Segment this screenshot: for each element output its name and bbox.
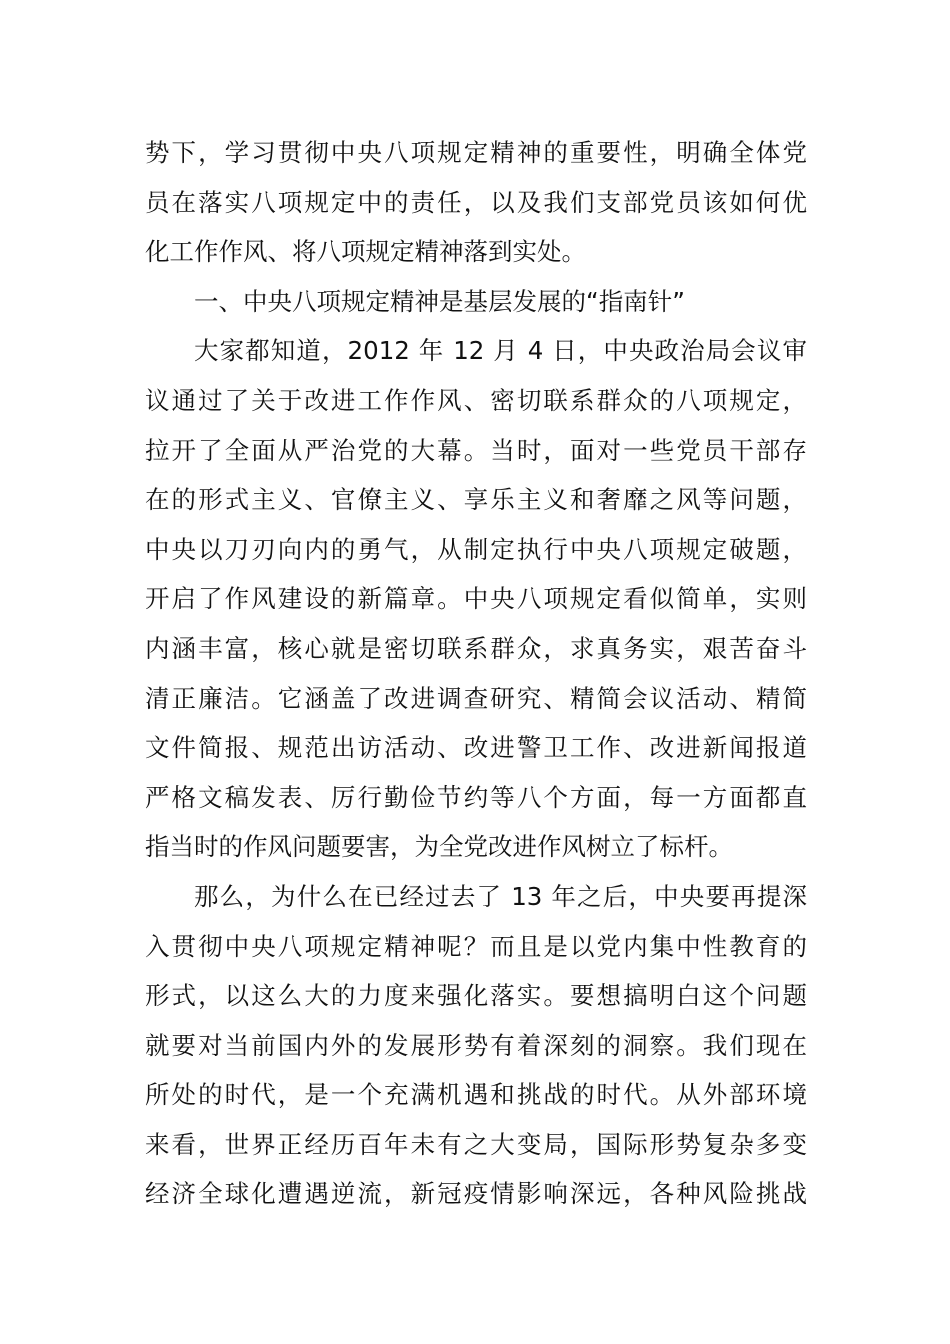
body-text-line: 员在落实八项规定中的责任，以及我们支部党员该如何优 (145, 187, 807, 217)
body-text-line: 经济全球化遭遇逆流，新冠疫情影响深远，各种风险挑战 (145, 1179, 807, 1209)
body-text-line: 就要对当前国内外的发展形势有着深刻的洞察。我们现在 (145, 1030, 807, 1060)
body-text-line: 形式，以这么大的力度来强化落实。要想搞明白这个问题 (145, 981, 807, 1011)
body-text-line: 中央以刀刃向内的勇气，从制定执行中央八项规定破题， (145, 534, 807, 564)
body-text-line: 议通过了关于改进工作作风、密切联系群众的八项规定， (145, 385, 807, 415)
body-text-line: 化工作作风、将八项规定精神落到实处。 (145, 237, 586, 267)
body-text-line: 指当时的作风问题要害，为全党改进作风树立了标杆。 (145, 832, 733, 862)
document-body (145, 128, 807, 1219)
body-text-line: 在的形式主义、官僚主义、享乐主义和奢靡之风等问题， (145, 485, 807, 515)
body-text-line: 拉开了全面从严治党的大幕。当时，面对一些党员干部存 (145, 435, 807, 465)
body-text-line: 文件简报、规范出访活动、改进警卫工作、改进新闻报道 (145, 733, 807, 763)
section-heading: 一、中央八项规定精神是基层发展的“指南针” (194, 286, 685, 316)
body-text-line: 内涵丰富，核心就是密切联系群众，求真务实，艰苦奋斗 (145, 633, 807, 663)
body-text-line: 那么，为什么在已经过去了 13 年之后，中央要再提深 (194, 881, 807, 911)
body-text-line: 严格文稿发表、厉行勤俭节约等八个方面，每一方面都直 (145, 782, 807, 812)
body-text-line: 大家都知道，2012 年 12 月 4 日，中央政治局会议审 (194, 336, 807, 366)
body-text-line: 清正廉洁。它涵盖了改进调查研究、精简会议活动、精简 (145, 683, 807, 713)
body-text-line: 开启了作风建设的新篇章。中央八项规定看似简单，实则 (145, 584, 807, 614)
body-text-line: 入贯彻中央八项规定精神呢？而且是以党内集中性教育的 (145, 931, 807, 961)
body-text-line: 势下，学习贯彻中央八项规定精神的重要性，明确全体党 (145, 138, 807, 167)
body-text-line: 来看，世界正经历百年未有之大变局，国际形势复杂多变 (145, 1129, 807, 1159)
body-text-line: 所处的时代，是一个充满机遇和挑战的时代。从外部环境 (145, 1080, 807, 1110)
